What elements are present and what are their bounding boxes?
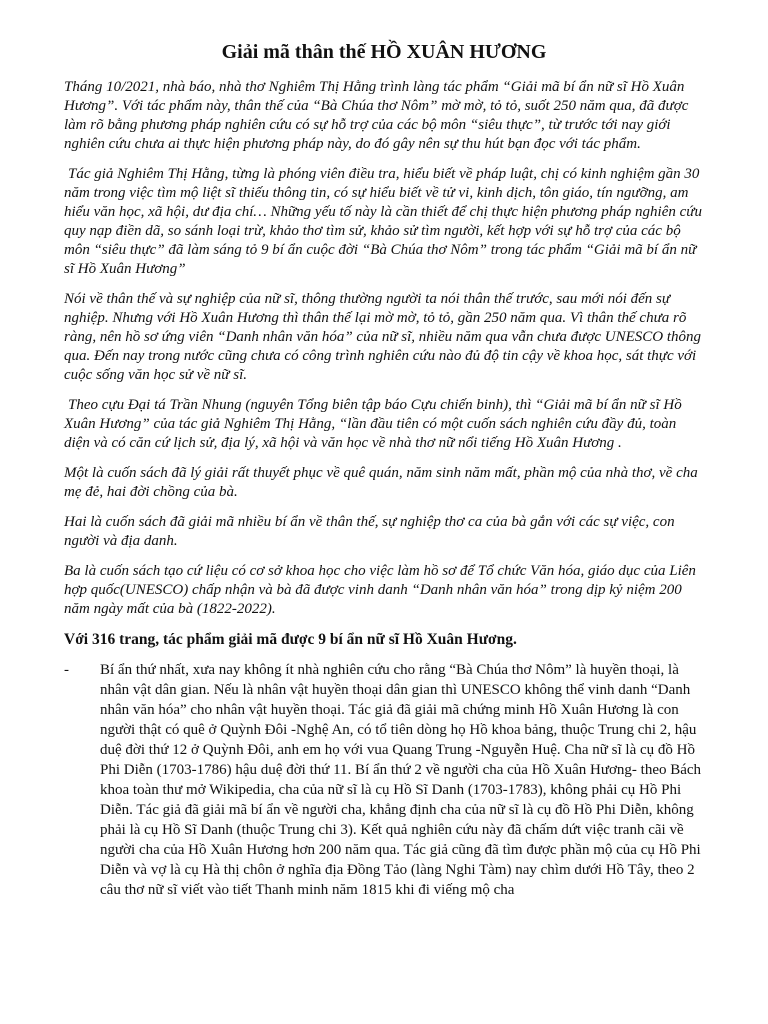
paragraph-point-one: Một là cuốn sách đã lý giải rất thuyết phục về quê quán, năm sinh năm mất, phần mộ của nhà thơ, về cha mẹ đẻ, hai đời chồng của bà. xyxy=(64,465,698,500)
list-item-text: Bí ẩn thứ nhất, xưa nay không ít nhà nghiên cứu cho rằng “Bà Chúa thơ Nôm” là huyền thoại, là nhân vật dân gian. Nếu là nhân vật huyền thoại dân gian thì UNESCO không thể vinh danh “Danh nhân văn hóa” cho nhân vật huyền thoại. Tác giả đã giải mã chứng minh Hồ Xuân Hương là con người thật có quê ở Quỳnh Đôi -Nghệ An, có tổ tiên dòng họ Hồ khoa bảng, thuộc Trung chi 2, hậu duệ đời thứ 12 ở Quỳnh Đôi, anh em họ với vua Quang Trung -Nguyễn Huệ. Cha nữ sĩ là cụ đồ Hồ Phi Diễn (1703-1786) hậu duệ đời thứ 11. Bí ẩn thứ 2 về người cha của Hồ Xuân Hương- theo Bách khoa toàn thư mở Wikipedia, cha của nữ sĩ là cụ Hồ Sĩ Danh (1703-1783), không phải cụ Hồ Phi Diễn. Tác giả đã giải mã bí ẩn về người cha, khẳng định cha của nữ sĩ là cụ đồ Hồ Phi Diễn, không phải là cụ Hồ Sĩ Danh (thuộc Trung chi 3). Kết quả nghiên cứu này đã chấm dứt việc tranh cãi về người cha của Hồ Xuân Hương hơn 200 năm qua. Tác giả cũng đã tìm được phần mộ của cụ Hồ Phi Diễn và vợ là cụ Hà thị chôn ở nghĩa địa Đồng Tảo (làng Nghi Tàm) nay chìm dưới Hồ Tây, theo 2 câu thơ nữ sĩ viết vào tiết Thanh minh năm 1815 khi đi viếng mộ cha xyxy=(100,662,702,898)
document-title: Giải mã thân thế HỒ XUÂN HƯƠNG xyxy=(221,41,547,63)
paragraph-point-three: Ba là cuốn sách tạo cứ liệu có cơ sở khoa học cho việc làm hồ sơ để Tổ chức Văn hóa, giáo dục của Liên hợp quốc(UNESCO) chấp nhận và bà đã được vinh danh “Danh nhân văn hóa” trong dịp kỷ niệm 200 năm ngày mất của bà (1822-2022). xyxy=(64,563,696,617)
paragraph-background: Nói về thân thế và sự nghiệp của nữ sĩ, thông thường người ta nói thân thế trước, sau mới nói đến sự nghiệp. Nhưng với Hồ Xuân Hương thì thân thế lại mờ mờ, tỏ tỏ, gần 250 năm qua. Vì thân thế chưa rõ ràng, nên hồ sơ ứng viên “Danh nhân văn hóa” của nữ sĩ, nhiều năm qua vẫn chưa được UNESCO thông qua. Đến nay trong nước cũng chưa có công trình nghiên cứu nào đủ độ tin cậy về khoa học, sát thực với cuộc sống văn học sử về nữ sĩ. xyxy=(64,291,702,383)
section-heading: Với 316 trang, tác phẩm giải mã được 9 bí ẩn nữ sĩ Hồ Xuân Hương. xyxy=(64,631,517,648)
list-item xyxy=(64,660,704,900)
list-bullet: - xyxy=(64,662,69,678)
paragraph-author: Tác giả Nghiêm Thị Hằng, từng là phóng viên điều tra, hiểu biết về pháp luật, chị có kinh nghiệm gần 30 năm trong việc tìm mộ liệt sĩ thiếu thông tin, có sự hiểu biết về tử vi, kinh dịch, tôn giáo, tín ngưỡng, am hiểu văn học, xã hội, dư địa chí… Những yếu tố này là cần thiết để chị thực hiện phương pháp nghiên cứu quy nạp điền dã, so sánh loại trừ, khảo thơ tìm sử, khảo sử tìm người, kết hợp với sự hỗ trợ của các bộ môn “siêu thực” đã làm sáng tỏ 9 bí ẩn cuộc đời “Bà Chúa thơ Nôm” trong tác phẩm “Giải mã bí ẩn nữ sĩ Hồ Xuân Hương” xyxy=(64,166,702,277)
paragraph-intro: Tháng 10/2021, nhà báo, nhà thơ Nghiêm Thị Hằng trình làng tác phẩm “Giải mã bí ẩn nữ sĩ Hồ Xuân Hương”. Với tác phẩm này, thân thế của “Bà Chúa thơ Nôm” mờ mờ, tỏ tỏ, suốt 250 năm qua, đã được làm rõ bằng phương pháp nghiên cứu có sự hỗ trợ của các bộ môn “siêu thực”, từ trước tới nay giới nghiên cứu chưa ai thực hiện phương pháp này, do đó gây nên sự thu hút bạn đọc với tác phẩm. xyxy=(64,79,689,152)
paragraph-quote: Theo cựu Đại tá Trần Nhung (nguyên Tổng biên tập báo Cựu chiến binh), thì “Giải mã bí ẩn nữ sĩ Hồ Xuân Hương” của tác giả Nghiêm Thị Hằng, “lần đầu tiên có một cuốn sách nghiên cứu đầy đủ, toàn diện và có căn cứ lịch sử, địa lý, xã hội và văn học về nhà thơ nữ nổi tiếng Hồ Xuân Hương . xyxy=(64,397,682,451)
paragraph-point-two: Hai là cuốn sách đã giải mã nhiều bí ẩn về thân thế, sự nghiệp thơ ca của bà gắn với các sự việc, con người và địa danh. xyxy=(64,514,675,549)
